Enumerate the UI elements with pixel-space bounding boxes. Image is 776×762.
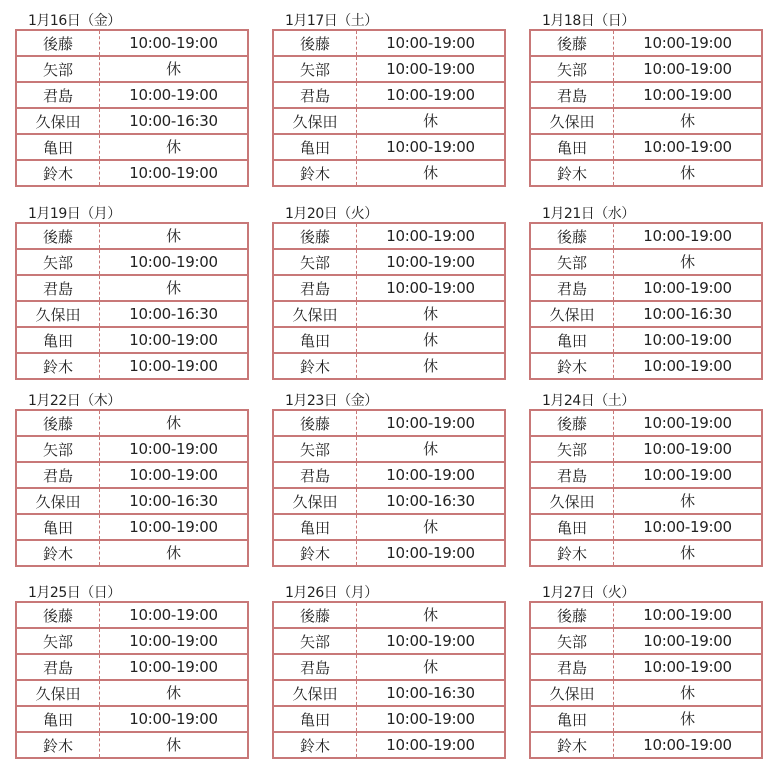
table-row — [530, 327, 762, 353]
shift-time: 10:00-19:00 — [357, 628, 506, 654]
shift-time: 10:00-19:00 — [643, 736, 732, 754]
shift-time: 休 — [166, 736, 181, 754]
table-row — [530, 628, 762, 654]
table-row — [16, 30, 248, 56]
staff-name: 久保田 — [16, 301, 100, 327]
day-title: 1月27日（火） — [542, 585, 635, 601]
shift-time: 10:00-19:00 — [357, 134, 506, 160]
table-row — [273, 160, 505, 186]
staff-name: 後藤 — [16, 223, 100, 249]
table-row — [530, 488, 762, 514]
table-row — [273, 249, 505, 275]
staff-name: 後藤 — [530, 410, 614, 436]
staff-name: 久保田 — [530, 680, 614, 706]
day-title: 1月25日（日） — [28, 585, 121, 601]
shift-time: 10:00-19:00 — [100, 249, 249, 275]
shift-table — [15, 222, 249, 380]
shift-time: 休 — [423, 357, 438, 375]
staff-name: 矢部 — [16, 628, 100, 654]
staff-name: 君島 — [273, 462, 357, 488]
staff-name: 久保田 — [273, 680, 357, 706]
shift-time: 休 — [357, 514, 506, 540]
shift-time: 10:00-19:00 — [614, 275, 763, 301]
shift-time: 休 — [614, 249, 763, 275]
staff-name: 矢部 — [273, 436, 357, 462]
table-row — [273, 82, 505, 108]
table-row — [273, 488, 505, 514]
table-row — [530, 514, 762, 540]
table-row — [16, 410, 248, 436]
shift-time: 休 — [357, 327, 506, 353]
table-row — [16, 134, 248, 160]
shift-time: 10:00-16:30 — [100, 301, 249, 327]
table-row — [16, 602, 248, 628]
shift-time: 10:00-19:00 — [614, 327, 763, 353]
shift-time: 休 — [100, 680, 249, 706]
table-row — [530, 654, 762, 680]
table-row — [530, 108, 762, 134]
staff-name: 後藤 — [273, 410, 357, 436]
shift-time: 10:00-19:00 — [357, 462, 506, 488]
shift-time: 10:00-19:00 — [357, 706, 506, 732]
staff-name: 矢部 — [16, 436, 100, 462]
table-row — [273, 327, 505, 353]
staff-name: 亀田 — [273, 706, 357, 732]
shift-time: 10:00-19:00 — [100, 436, 249, 462]
table-row — [273, 514, 505, 540]
table-row — [16, 56, 248, 82]
staff-name: 後藤 — [530, 30, 614, 56]
shift-table — [529, 222, 763, 380]
shift-table — [272, 601, 506, 759]
shift-time: 10:00-19:00 — [100, 327, 249, 353]
table-row — [16, 462, 248, 488]
staff-name: 君島 — [273, 275, 357, 301]
table-row — [530, 160, 762, 186]
shift-time: 10:00-19:00 — [100, 462, 249, 488]
shift-time: 休 — [357, 654, 506, 680]
day-schedule — [272, 393, 506, 567]
shift-time: 10:00-16:30 — [100, 108, 249, 134]
table-row — [530, 353, 762, 379]
table-row — [530, 732, 762, 758]
staff-name: 久保田 — [530, 108, 614, 134]
shift-time: 10:00-19:00 — [614, 654, 763, 680]
shift-time: 休 — [100, 134, 249, 160]
table-row — [16, 732, 248, 758]
shift-time: 休 — [357, 602, 506, 628]
table-row — [273, 680, 505, 706]
table-row — [530, 410, 762, 436]
shift-time: 10:00-19:00 — [614, 514, 763, 540]
staff-name: 亀田 — [530, 327, 614, 353]
shift-time: 10:00-19:00 — [614, 82, 763, 108]
shift-time: 10:00-19:00 — [357, 56, 506, 82]
table-row — [16, 108, 248, 134]
table-row — [273, 223, 505, 249]
shift-table — [272, 29, 506, 187]
shift-table — [15, 601, 249, 759]
shift-time: 10:00-16:30 — [614, 301, 763, 327]
staff-name: 久保田 — [530, 301, 614, 327]
table-row — [530, 56, 762, 82]
table-row — [530, 301, 762, 327]
shift-table — [529, 601, 763, 759]
staff-name: 久保田 — [16, 108, 100, 134]
table-row — [530, 134, 762, 160]
staff-name: 亀田 — [273, 134, 357, 160]
table-row — [16, 160, 248, 186]
shift-time: 10:00-19:00 — [357, 223, 506, 249]
day-title: 1月16日（金） — [28, 13, 121, 29]
day-title: 1月17日（土） — [285, 13, 378, 29]
staff-name: 鈴木 — [530, 160, 614, 186]
table-row — [530, 540, 762, 566]
shift-time: 10:00-19:00 — [614, 602, 763, 628]
staff-name: 鈴木 — [273, 540, 357, 566]
table-row — [16, 353, 248, 379]
table-row — [16, 488, 248, 514]
table-row — [16, 628, 248, 654]
staff-name: 鈴木 — [16, 353, 100, 379]
table-row — [273, 134, 505, 160]
staff-name: 後藤 — [273, 602, 357, 628]
table-row — [273, 628, 505, 654]
shift-table — [272, 222, 506, 380]
staff-name: 君島 — [530, 275, 614, 301]
shift-time: 10:00-19:00 — [129, 164, 218, 182]
staff-name: 鈴木 — [273, 160, 357, 186]
shift-time: 10:00-19:00 — [357, 249, 506, 275]
staff-name: 矢部 — [530, 249, 614, 275]
table-row — [273, 275, 505, 301]
table-row — [16, 249, 248, 275]
staff-name: 君島 — [273, 82, 357, 108]
staff-name: 鈴木 — [16, 540, 100, 566]
staff-name: 後藤 — [16, 602, 100, 628]
staff-name: 鈴木 — [16, 732, 100, 758]
shift-time: 休 — [614, 680, 763, 706]
shift-time: 10:00-19:00 — [614, 223, 763, 249]
shift-time: 10:00-19:00 — [357, 275, 506, 301]
shift-time: 10:00-19:00 — [614, 56, 763, 82]
staff-name: 矢部 — [273, 56, 357, 82]
staff-name: 久保田 — [273, 488, 357, 514]
shift-time: 休 — [680, 544, 695, 562]
table-row — [530, 706, 762, 732]
table-row — [530, 275, 762, 301]
table-row — [16, 223, 248, 249]
shift-time: 10:00-16:30 — [357, 680, 506, 706]
table-row — [273, 56, 505, 82]
staff-name: 矢部 — [16, 249, 100, 275]
staff-name: 矢部 — [530, 56, 614, 82]
day-schedule — [529, 393, 763, 567]
table-row — [16, 275, 248, 301]
shift-time: 休 — [357, 436, 506, 462]
table-row — [16, 301, 248, 327]
table-row — [530, 30, 762, 56]
staff-name: 亀田 — [16, 706, 100, 732]
day-schedule — [15, 206, 249, 380]
staff-name: 君島 — [16, 82, 100, 108]
table-row — [273, 301, 505, 327]
staff-name: 後藤 — [16, 30, 100, 56]
staff-name: 久保田 — [273, 301, 357, 327]
shift-table — [15, 29, 249, 187]
table-row — [273, 410, 505, 436]
staff-name: 亀田 — [530, 134, 614, 160]
staff-name: 鈴木 — [273, 353, 357, 379]
shift-time: 休 — [100, 223, 249, 249]
shift-time: 休 — [357, 301, 506, 327]
staff-name: 亀田 — [530, 706, 614, 732]
shift-time: 10:00-19:00 — [100, 654, 249, 680]
table-row — [530, 680, 762, 706]
day-schedule — [529, 585, 763, 759]
staff-name: 後藤 — [530, 602, 614, 628]
shift-time: 10:00-16:30 — [357, 488, 506, 514]
shift-table — [529, 29, 763, 187]
shift-time: 10:00-19:00 — [357, 82, 506, 108]
table-row — [16, 654, 248, 680]
shift-time: 休 — [614, 488, 763, 514]
day-title: 1月24日（土） — [542, 393, 635, 409]
staff-name: 久保田 — [16, 680, 100, 706]
table-row — [16, 436, 248, 462]
table-row — [273, 732, 505, 758]
shift-time: 10:00-19:00 — [100, 514, 249, 540]
shift-time: 10:00-19:00 — [614, 436, 763, 462]
shift-time: 10:00-19:00 — [614, 628, 763, 654]
shift-time: 10:00-19:00 — [100, 706, 249, 732]
shift-table — [15, 409, 249, 567]
day-schedule — [15, 585, 249, 759]
day-title: 1月23日（金） — [285, 393, 378, 409]
shift-time: 休 — [357, 108, 506, 134]
staff-name: 後藤 — [530, 223, 614, 249]
table-row — [273, 353, 505, 379]
staff-name: 君島 — [16, 275, 100, 301]
shift-table — [272, 409, 506, 567]
table-row — [273, 108, 505, 134]
staff-name: 久保田 — [530, 488, 614, 514]
shift-time: 休 — [423, 164, 438, 182]
staff-name: 君島 — [530, 82, 614, 108]
table-row — [16, 82, 248, 108]
staff-name: 亀田 — [16, 134, 100, 160]
shift-time: 休 — [680, 164, 695, 182]
table-row — [273, 436, 505, 462]
staff-name: 後藤 — [273, 30, 357, 56]
staff-name: 鈴木 — [530, 732, 614, 758]
staff-name: 矢部 — [273, 628, 357, 654]
staff-name: 亀田 — [273, 327, 357, 353]
table-row — [273, 30, 505, 56]
shift-time: 10:00-19:00 — [357, 30, 506, 56]
table-row — [273, 602, 505, 628]
staff-name: 亀田 — [273, 514, 357, 540]
shift-time: 休 — [614, 706, 763, 732]
staff-name: 久保田 — [273, 108, 357, 134]
shift-time: 10:00-19:00 — [386, 736, 475, 754]
staff-name: 鈴木 — [16, 160, 100, 186]
day-schedule — [529, 13, 763, 187]
table-row — [530, 223, 762, 249]
shift-time: 10:00-19:00 — [643, 357, 732, 375]
day-schedule — [272, 206, 506, 380]
table-row — [16, 680, 248, 706]
staff-name: 鈴木 — [530, 540, 614, 566]
shift-time: 休 — [614, 108, 763, 134]
shift-time: 10:00-16:30 — [100, 488, 249, 514]
day-title: 1月22日（木） — [28, 393, 121, 409]
table-row — [273, 540, 505, 566]
staff-name: 君島 — [530, 462, 614, 488]
staff-name: 君島 — [273, 654, 357, 680]
shift-time: 休 — [100, 275, 249, 301]
table-row — [16, 514, 248, 540]
day-schedule — [272, 13, 506, 187]
table-row — [273, 706, 505, 732]
table-row — [16, 706, 248, 732]
shift-time: 10:00-19:00 — [129, 357, 218, 375]
table-row — [530, 249, 762, 275]
day-title: 1月19日（月） — [28, 206, 121, 222]
table-row — [16, 327, 248, 353]
table-row — [530, 82, 762, 108]
staff-name: 君島 — [16, 462, 100, 488]
table-row — [530, 462, 762, 488]
staff-name: 鈴木 — [530, 353, 614, 379]
table-row — [273, 462, 505, 488]
shift-time: 休 — [166, 544, 181, 562]
shift-time: 休 — [100, 56, 249, 82]
shift-time: 10:00-19:00 — [357, 410, 506, 436]
staff-name: 後藤 — [273, 223, 357, 249]
day-title: 1月21日（水） — [542, 206, 635, 222]
staff-name: 亀田 — [16, 327, 100, 353]
shift-time: 10:00-19:00 — [614, 134, 763, 160]
shift-time: 10:00-19:00 — [100, 30, 249, 56]
shift-time: 10:00-19:00 — [614, 30, 763, 56]
shift-time: 休 — [100, 410, 249, 436]
table-row — [530, 602, 762, 628]
staff-name: 矢部 — [530, 628, 614, 654]
shift-table — [529, 409, 763, 567]
day-schedule — [529, 206, 763, 380]
shift-time: 10:00-19:00 — [614, 462, 763, 488]
staff-name: 亀田 — [530, 514, 614, 540]
shift-time: 10:00-19:00 — [386, 544, 475, 562]
day-schedule — [272, 585, 506, 759]
shift-time: 10:00-19:00 — [100, 628, 249, 654]
staff-name: 久保田 — [16, 488, 100, 514]
staff-name: 矢部 — [530, 436, 614, 462]
staff-name: 鈴木 — [273, 732, 357, 758]
staff-name: 亀田 — [16, 514, 100, 540]
table-row — [16, 540, 248, 566]
staff-name: 矢部 — [273, 249, 357, 275]
day-schedule — [15, 13, 249, 187]
day-schedule — [15, 393, 249, 567]
staff-name: 君島 — [16, 654, 100, 680]
shift-time: 10:00-19:00 — [100, 602, 249, 628]
shift-time: 10:00-19:00 — [614, 410, 763, 436]
staff-name: 後藤 — [16, 410, 100, 436]
shift-time: 10:00-19:00 — [100, 82, 249, 108]
day-title: 1月20日（火） — [285, 206, 378, 222]
table-row — [273, 654, 505, 680]
table-row — [530, 436, 762, 462]
day-title: 1月18日（日） — [542, 13, 635, 29]
day-title: 1月26日（月） — [285, 585, 378, 601]
staff-name: 君島 — [530, 654, 614, 680]
staff-name: 矢部 — [16, 56, 100, 82]
